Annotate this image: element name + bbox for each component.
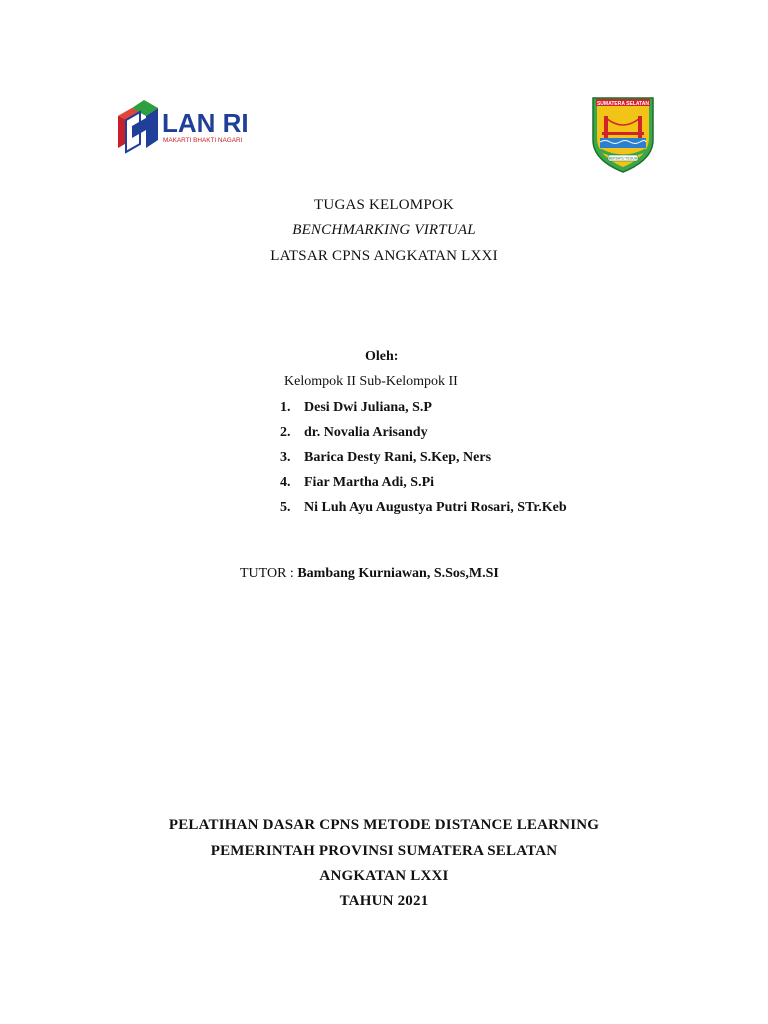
province-shield-icon [588, 92, 658, 174]
member-number: 2. [280, 425, 291, 440]
footer-training: PELATIHAN DASAR CPNS METODE DISTANCE LEARNING [168, 817, 600, 833]
member-number: 5. [280, 500, 291, 515]
document-title: TUGAS KELOMPOK [314, 197, 454, 213]
member-name: Barica Desty Rani, S.Kep, Ners [304, 450, 492, 465]
document-program: LATSAR CPNS ANGKATAN LXXI [270, 248, 498, 264]
member-name: Fiar Martha Adi, S.Pi [304, 475, 435, 490]
footer-year: TAHUN 2021 [339, 893, 429, 909]
list-item [280, 474, 567, 499]
list-item [280, 424, 567, 449]
svg-text:LAN RI: LAN RI [162, 108, 249, 138]
sumatera-selatan-emblem [588, 92, 658, 174]
member-list [280, 399, 567, 524]
member-number: 3. [280, 450, 291, 465]
footer-batch: ANGKATAN LXXI [319, 868, 449, 884]
member-number: 4. [280, 475, 291, 490]
lan-ri-logo [110, 96, 250, 156]
tutor-name: Bambang Kurniawan, S.Sos,M.SI [297, 566, 499, 581]
list-item [280, 399, 567, 424]
member-name: Ni Luh Ayu Augustya Putri Rosari, STr.Keb [304, 500, 567, 515]
oleh-label: Oleh: [365, 349, 399, 364]
member-name: dr. Novalia Arisandy [304, 425, 428, 440]
footer-government: PEMERINTAH PROVINSI SUMATERA SELATAN [210, 843, 558, 859]
document-subtitle: BENCHMARKING VIRTUAL [292, 222, 476, 238]
group-label: Kelompok II Sub-Kelompok II [284, 374, 458, 389]
member-number: 1. [280, 400, 291, 415]
tutor-label: TUTOR : [240, 566, 294, 581]
svg-text:MAKARTI BHAKTI NAGARI: MAKARTI BHAKTI NAGARI [163, 137, 243, 144]
svg-text:SUMATERA SELATAN: SUMATERA SELATAN [596, 101, 650, 107]
lan-ri-emblem-icon [110, 96, 250, 156]
list-item [280, 499, 567, 524]
member-name: Desi Dwi Juliana, S.P [304, 400, 432, 415]
svg-text:BERSATU TEGUH: BERSATU TEGUH [608, 156, 638, 161]
tutor-line [240, 566, 499, 582]
list-item [280, 449, 567, 474]
